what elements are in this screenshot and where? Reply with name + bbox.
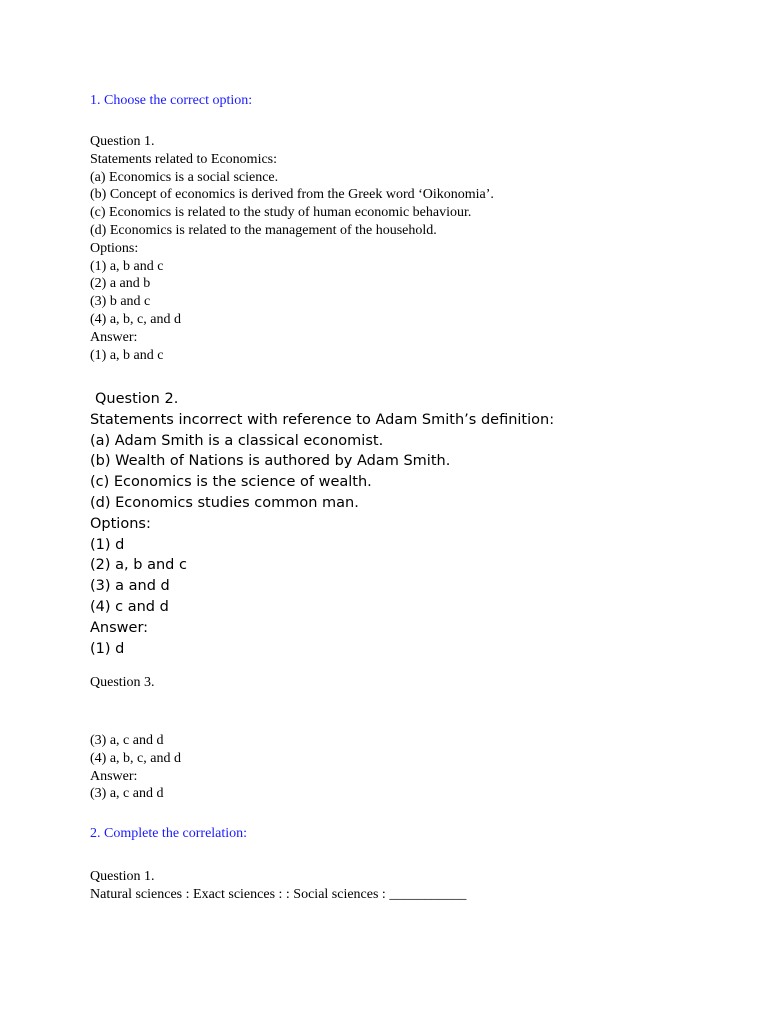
- option-1: (1) a, b and c: [90, 258, 164, 274]
- question-text: Statements related to Economics:: [90, 151, 278, 167]
- option-2: (2) a, b and c: [90, 557, 187, 574]
- option-4: (4) c and d: [90, 598, 169, 615]
- statement-a: (a) Adam Smith is a classical economist.: [90, 432, 384, 449]
- option-2: (2) a and b: [90, 276, 151, 292]
- option-3: (3) a and d: [90, 578, 170, 595]
- statement-d: (d) Economics studies common man.: [90, 494, 359, 511]
- option-3: (3) a, c and d: [90, 733, 164, 748]
- option-3: (3) b and c: [90, 294, 151, 310]
- answer-label: Answer:: [90, 329, 138, 345]
- options-label: Options:: [90, 240, 139, 256]
- question-3-options-block: [90, 732, 181, 803]
- answer-value: (3) a, c and d: [90, 786, 164, 802]
- question-title: Question 1.: [90, 134, 155, 149]
- question-title: Question 2.: [95, 391, 179, 407]
- option-1: (1) d: [90, 536, 125, 553]
- statement-d: (d) Economics is related to the management of the household.: [90, 222, 437, 238]
- answer-value: (1) a, b and c: [90, 347, 164, 363]
- correlation-question-block: [90, 868, 466, 904]
- answer-label: Answer:: [90, 619, 149, 636]
- statement-a: (a) Economics is a social science.: [90, 169, 279, 185]
- question-title: Question 1.: [90, 869, 155, 884]
- question-title: Question 3.: [90, 675, 155, 690]
- section-heading: 2. Complete the correlation:: [90, 826, 248, 841]
- option-4: (4) a, b, c, and d: [90, 311, 181, 327]
- statement-c: (c) Economics is the science of wealth.: [90, 474, 372, 491]
- statement-b: (b) Concept of economics is derived from the Greek word ‘Oikonomia’.: [90, 187, 494, 203]
- question-text: Statements incorrect with reference to Adam Smith’s definition:: [90, 411, 555, 428]
- options-label: Options:: [90, 515, 151, 532]
- correlation-text: Natural sciences : Exact sciences : : Social sciences : ___________: [90, 886, 467, 902]
- statement-c: (c) Economics is related to the study of human economic behaviour.: [90, 205, 472, 221]
- statement-b: (b) Wealth of Nations is authored by Adam Smith.: [90, 453, 451, 470]
- question-2-block: [90, 389, 554, 659]
- question-1-block: [90, 133, 494, 364]
- question-3-title-block: [90, 674, 155, 692]
- answer-value: (1) d: [90, 640, 125, 657]
- option-4: (4) a, b, c, and d: [90, 750, 181, 766]
- answer-label: Answer:: [90, 768, 138, 784]
- section-heading: 1. Choose the correct option:: [90, 93, 253, 108]
